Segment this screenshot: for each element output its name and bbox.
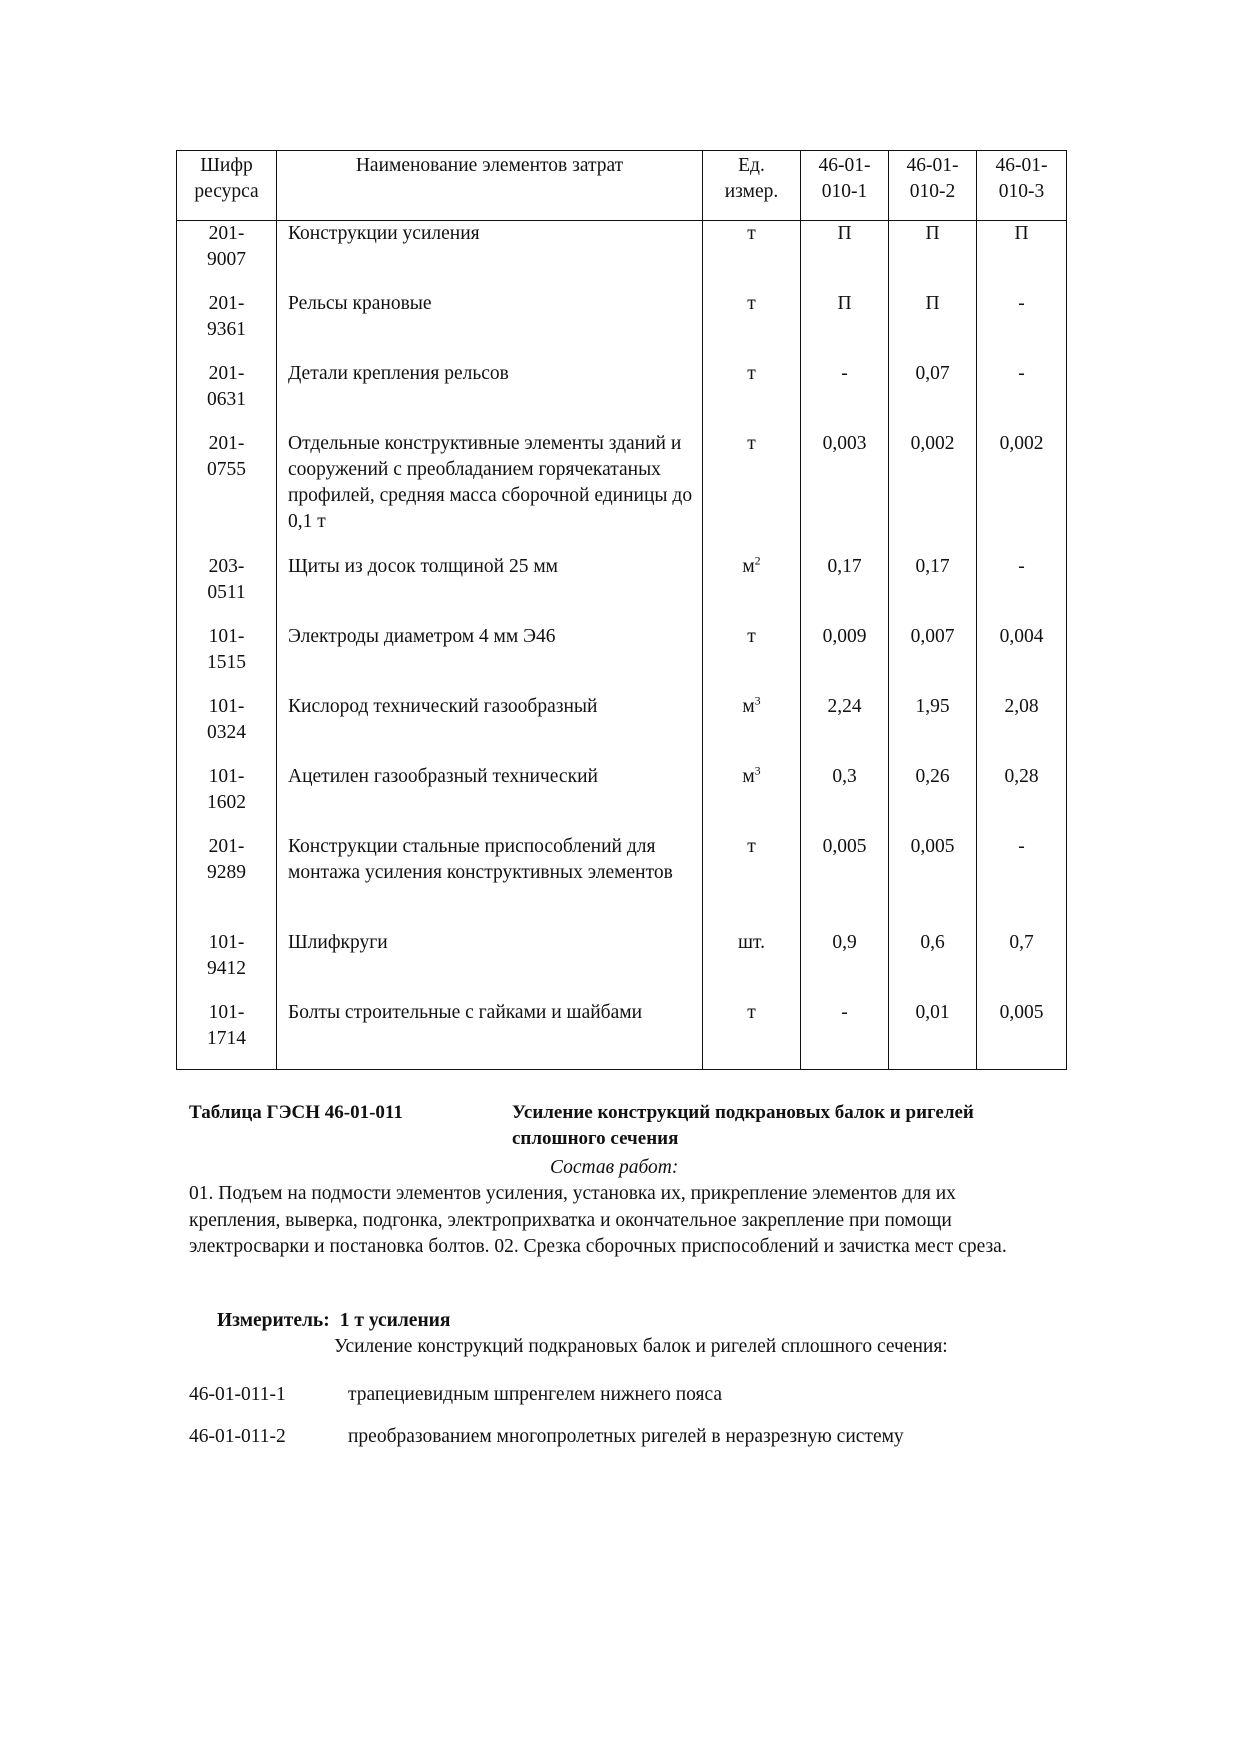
value-col-3: 0,002 xyxy=(977,431,1067,554)
value-col-3: 0,005 xyxy=(977,1000,1067,1070)
value-col-1: 0,17 xyxy=(801,554,889,624)
value-col-3: - xyxy=(977,291,1067,361)
resource-unit: шт. xyxy=(703,930,801,1000)
value-col-1: П xyxy=(801,221,889,291)
value-col-2: 1,95 xyxy=(889,694,977,764)
resource-code: 201- 9007 xyxy=(177,221,277,291)
unit-superscript: 3 xyxy=(754,763,761,777)
value-col-1: П xyxy=(801,291,889,361)
work-heading: Состав работ: xyxy=(550,1157,679,1178)
unit-superscript: 3 xyxy=(754,693,761,707)
header-col-1: 46-01- 010-1 xyxy=(801,151,889,221)
resource-code: 201- 0755 xyxy=(177,431,277,554)
value-col-3: - xyxy=(977,361,1067,431)
table-row xyxy=(177,624,1067,694)
resource-unit: $м^3$ xyxy=(703,764,801,834)
value-col-2: 0,17 xyxy=(889,554,977,624)
table-row xyxy=(177,694,1067,764)
resource-unit: т xyxy=(703,221,801,291)
value-col-3: - xyxy=(977,554,1067,624)
value-col-3: - xyxy=(977,834,1067,930)
value-col-1: 0,003 xyxy=(801,431,889,554)
resource-name: Конструкции стальные приспособлений для монтажа усиления конструктивных элементов xyxy=(277,834,703,930)
resource-code: 201- 9289 xyxy=(177,834,277,930)
resource-name: Детали крепления рельсов xyxy=(277,361,703,431)
resource-name: Болты строительные с гайками и шайбами xyxy=(277,1000,703,1070)
table-row xyxy=(177,1000,1067,1070)
table-row xyxy=(177,554,1067,624)
value-col-1: 2,24 xyxy=(801,694,889,764)
resource-code: 101- 9412 xyxy=(177,930,277,1000)
norm-text: трапециевидным шпренгелем нижнего пояса xyxy=(348,1384,723,1405)
value-col-1: - xyxy=(801,1000,889,1070)
value-col-2: 0,6 xyxy=(889,930,977,1000)
measure-label: Измеритель: xyxy=(217,1310,330,1331)
value-col-2: П xyxy=(889,221,977,291)
table-label: Таблица ГЭСН 46-01-011 xyxy=(189,1102,403,1123)
header-code: Шифр ресурса xyxy=(177,151,277,221)
measure-value: 1 т усиления xyxy=(339,1310,451,1331)
norm-code: 46-01-011-2 xyxy=(189,1426,286,1447)
resource-name: Электроды диаметром 4 мм Э46 xyxy=(277,624,703,694)
table-row xyxy=(177,834,1067,930)
norm-item xyxy=(189,1424,904,1450)
value-col-1: 0,009 xyxy=(801,624,889,694)
resource-unit: т xyxy=(703,431,801,554)
header-name: Наименование элементов затрат xyxy=(277,151,703,221)
resource-name: Отдельные конструктивные элементы зданий и сооружений с преобладанием горячекатаных профилей, средняя масса сборочной единицы до 0,1 т xyxy=(277,431,703,554)
resource-name: Кислород технический газообразный xyxy=(277,694,703,764)
resource-code: 101- 0324 xyxy=(177,694,277,764)
header-unit: Ед. измер. xyxy=(703,151,801,221)
table-body xyxy=(177,221,1067,1070)
unit-superscript: 2 xyxy=(754,553,761,567)
value-col-3: 0,7 xyxy=(977,930,1067,1000)
table-title: Усиление конструкций подкрановых балок и ригелей сплошного сечения xyxy=(512,1102,974,1149)
value-col-2: 0,002 xyxy=(889,431,977,554)
resource-unit: т xyxy=(703,291,801,361)
resource-unit: т xyxy=(703,834,801,930)
resource-code: 203- 0511 xyxy=(177,554,277,624)
work-description: 01. Подъем на подмости элементов усиления, установка их, прикрепление элементов для их крепления, выверка, подгонка, электроприхватка и окончательное закрепление при помощи электросварки и постановка болтов. 02. Срезка сборочных приспособлений и зачистка мест среза. xyxy=(189,1183,1007,1257)
resource-unit: $м^3$ xyxy=(703,694,801,764)
resource-name: Конструкции усиления xyxy=(277,221,703,291)
value-col-2: 0,07 xyxy=(889,361,977,431)
resource-name: Щиты из досок толщиной 25 мм xyxy=(277,554,703,624)
resource-code: 101- 1602 xyxy=(177,764,277,834)
norm-code: 46-01-011-1 xyxy=(189,1384,286,1405)
table-header-row xyxy=(177,151,1067,221)
norm-text: преобразованием многопролетных ригелей в неразрезную систему xyxy=(348,1426,904,1447)
value-col-2: 0,005 xyxy=(889,834,977,930)
value-col-1: 0,3 xyxy=(801,764,889,834)
value-col-3: 0,28 xyxy=(977,764,1067,834)
header-col-3: 46-01- 010-3 xyxy=(977,151,1067,221)
header-col-2: 46-01- 010-2 xyxy=(889,151,977,221)
resource-name: Рельсы крановые xyxy=(277,291,703,361)
value-col-1: 0,005 xyxy=(801,834,889,930)
resource-code: 101- 1714 xyxy=(177,1000,277,1070)
resource-name: Ацетилен газообразный технический xyxy=(277,764,703,834)
value-col-2: 0,26 xyxy=(889,764,977,834)
resource-table xyxy=(176,150,1067,1070)
table-row xyxy=(177,764,1067,834)
norm-item xyxy=(189,1382,722,1408)
value-col-3: 2,08 xyxy=(977,694,1067,764)
resource-unit: т xyxy=(703,624,801,694)
value-col-2: 0,007 xyxy=(889,624,977,694)
table-row xyxy=(177,361,1067,431)
resource-unit: т xyxy=(703,1000,801,1070)
value-col-1: 0,9 xyxy=(801,930,889,1000)
norms-subtitle: Усиление конструкций подкрановых балок и ригелей сплошного сечения: xyxy=(334,1336,948,1357)
resource-unit: т xyxy=(703,361,801,431)
resource-code: 201- 9361 xyxy=(177,291,277,361)
measure-line xyxy=(217,1308,460,1334)
table-row xyxy=(177,221,1067,291)
table-row xyxy=(177,930,1067,1000)
table-row xyxy=(177,291,1067,361)
value-col-2: 0,01 xyxy=(889,1000,977,1070)
resource-code: 201- 0631 xyxy=(177,361,277,431)
value-col-2: П xyxy=(889,291,977,361)
table-row xyxy=(177,431,1067,554)
value-col-3: 0,004 xyxy=(977,624,1067,694)
value-col-3: П xyxy=(977,221,1067,291)
resource-unit: $м^2$ xyxy=(703,554,801,624)
resource-name: Шлифкруги xyxy=(277,930,703,1000)
value-col-1: - xyxy=(801,361,889,431)
resource-code: 101- 1515 xyxy=(177,624,277,694)
